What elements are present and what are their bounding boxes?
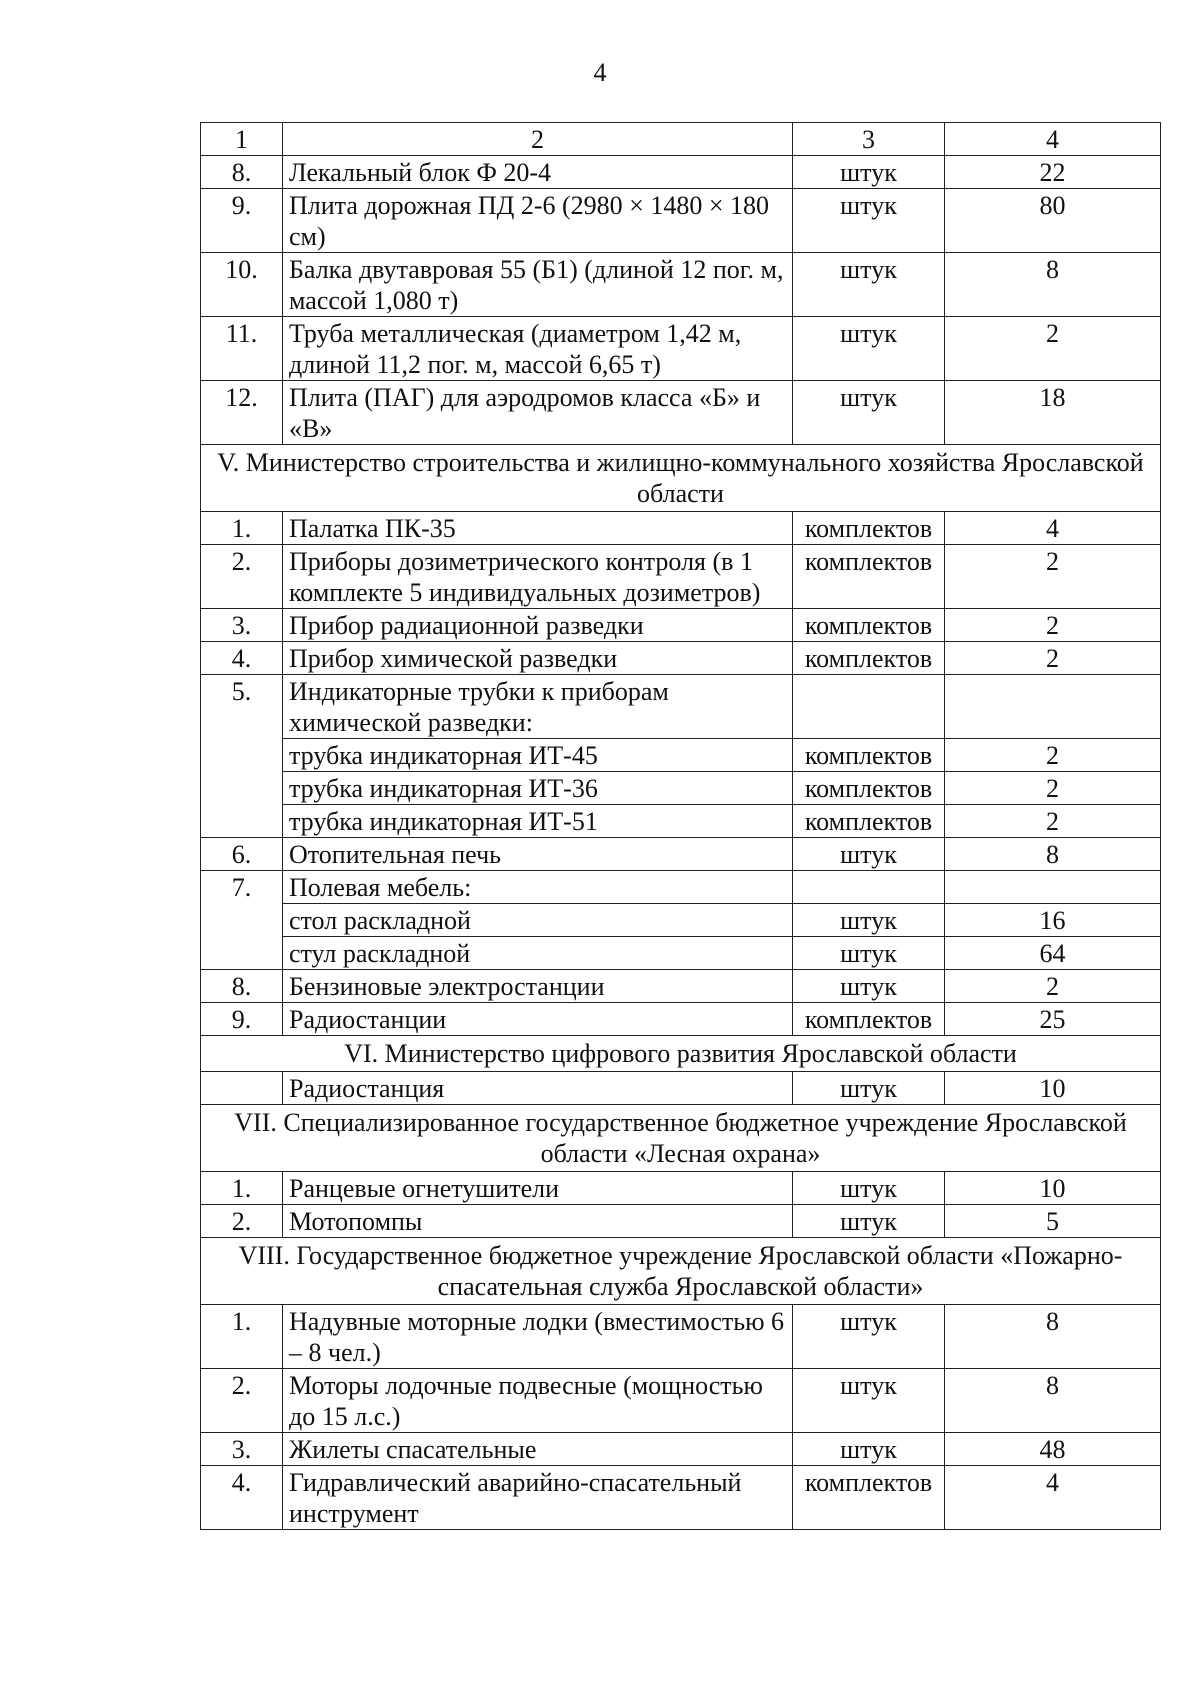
item-number: 4. [201,1466,283,1530]
item-name: Индикаторные трубки к приборам химической разведки: [283,675,793,739]
table-row [201,838,1161,871]
section-title: V. Министерство строительства и жилищно-коммунального хозяйства Ярославской области [201,445,1161,512]
item-number: 7. [201,871,283,970]
subitem-unit: комплектов [793,805,945,838]
item-number: 8. [201,156,283,189]
table-row [201,1205,1161,1238]
item-number: 2. [201,545,283,609]
table-row [201,1072,1161,1105]
item-quantity: 2 [945,642,1161,675]
table-subrow [201,772,1161,805]
item-quantity: 10 [945,1072,1161,1105]
item-number: 4. [201,642,283,675]
item-name: Плита дорожная ПД 2-6 (2980 × 1480 × 180 см) [283,189,793,253]
item-quantity: 10 [945,1172,1161,1205]
item-name: Мотопомпы [283,1205,793,1238]
item-name: Полевая мебель: [283,871,793,904]
item-name: Палатка ПК-35 [283,512,793,545]
item-name: Моторы лодочные подвесные (мощностью до 15 л.с.) [283,1369,793,1433]
item-number: 9. [201,189,283,253]
item-name: Прибор химической разведки [283,642,793,675]
item-unit: комплектов [793,545,945,609]
item-quantity: 25 [945,1003,1161,1036]
item-quantity: 2 [945,317,1161,381]
item-name: Отопительная печь [283,838,793,871]
item-quantity [945,871,1161,904]
item-name: Ранцевые огнетушители [283,1172,793,1205]
subitem-quantity: 2 [945,805,1161,838]
table-row [201,1172,1161,1205]
subitem-name: трубка индикаторная ИТ-36 [283,772,793,805]
item-number: 1. [201,1305,283,1369]
subitem-name: стол раскладной [283,904,793,937]
item-quantity: 18 [945,381,1161,445]
item-unit [793,871,945,904]
item-quantity: 4 [945,512,1161,545]
item-name: Радиостанции [283,1003,793,1036]
table-row [201,253,1161,317]
item-unit: комплектов [793,1466,945,1530]
item-name: Гидравлический аварийно-спасательный инструмент [283,1466,793,1530]
item-quantity: 2 [945,609,1161,642]
item-unit: комплектов [793,609,945,642]
subitem-unit: комплектов [793,739,945,772]
item-quantity: 8 [945,1369,1161,1433]
item-number: 11. [201,317,283,381]
table-subrow [201,739,1161,772]
section-row [201,1105,1161,1172]
item-name: Прибор радиационной разведки [283,609,793,642]
subitem-unit: комплектов [793,772,945,805]
item-name: Радиостанция [283,1072,793,1105]
subitem-quantity: 2 [945,739,1161,772]
table-row [201,156,1161,189]
section-row [201,445,1161,512]
table-row [201,381,1161,445]
item-unit: штук [793,838,945,871]
subitem-unit: штук [793,904,945,937]
item-number: 3. [201,1433,283,1466]
item-quantity: 5 [945,1205,1161,1238]
item-quantity: 22 [945,156,1161,189]
table-row [201,871,1161,904]
item-unit: штук [793,156,945,189]
item-unit: штук [793,381,945,445]
subitem-name: трубка индикаторная ИТ-45 [283,739,793,772]
item-quantity [945,675,1161,739]
subitem-quantity: 16 [945,904,1161,937]
item-unit: штук [793,970,945,1003]
section-title: VIII. Государственное бюджетное учреждение Ярославской области «Пожарно-спасательная служба Ярославской области» [201,1238,1161,1305]
table-row [201,1003,1161,1036]
item-name: Бензиновые электростанции [283,970,793,1003]
table-row [201,1305,1161,1369]
item-unit: комплектов [793,642,945,675]
table-subrow [201,904,1161,937]
table-row [201,512,1161,545]
item-number: 12. [201,381,283,445]
item-quantity: 4 [945,1466,1161,1530]
item-number: 2. [201,1369,283,1433]
table-row [201,609,1161,642]
column-header: 1 [201,123,283,156]
item-name: Плита (ПАГ) для аэродромов класса «Б» и «В» [283,381,793,445]
item-unit: штук [793,1369,945,1433]
table-subrow [201,805,1161,838]
equipment-table [200,122,1161,1530]
table-row [201,675,1161,739]
subitem-quantity: 2 [945,772,1161,805]
section-row [201,1036,1161,1072]
item-number [201,1072,283,1105]
item-number: 6. [201,838,283,871]
table-row [201,1433,1161,1466]
item-name: Жилеты спасательные [283,1433,793,1466]
table-header-row [201,123,1161,156]
column-header: 2 [283,123,793,156]
item-quantity: 2 [945,545,1161,609]
item-unit: штук [793,1305,945,1369]
subitem-unit: штук [793,937,945,970]
subitem-name: трубка индикаторная ИТ-51 [283,805,793,838]
item-name: Труба металлическая (диаметром 1,42 м, длиной 11,2 пог. м, массой 6,65 т) [283,317,793,381]
item-unit: комплектов [793,512,945,545]
section-title: VI. Министерство цифрового развития Ярославской области [201,1036,1161,1072]
item-unit: штук [793,1433,945,1466]
item-unit: штук [793,1172,945,1205]
item-unit [793,675,945,739]
table-subrow [201,937,1161,970]
item-quantity: 80 [945,189,1161,253]
item-number: 1. [201,512,283,545]
item-unit: штук [793,317,945,381]
item-number: 1. [201,1172,283,1205]
item-number: 2. [201,1205,283,1238]
table-row [201,642,1161,675]
subitem-name: стул раскладной [283,937,793,970]
item-quantity: 8 [945,838,1161,871]
item-number: 9. [201,1003,283,1036]
item-unit: штук [793,1205,945,1238]
item-name: Балка двутавровая 55 (Б1) (длиной 12 пог. м, массой 1,080 т) [283,253,793,317]
item-number: 3. [201,609,283,642]
item-unit: штук [793,189,945,253]
item-quantity: 2 [945,970,1161,1003]
column-header: 4 [945,123,1161,156]
item-quantity: 48 [945,1433,1161,1466]
table-row [201,189,1161,253]
item-unit: комплектов [793,1003,945,1036]
item-quantity: 8 [945,1305,1161,1369]
section-title: VII. Специализированное государственное бюджетное учреждение Ярославской области «Лесная охрана» [201,1105,1161,1172]
table-row [201,970,1161,1003]
table-row [201,545,1161,609]
item-unit: штук [793,253,945,317]
item-number: 5. [201,675,283,838]
table-row [201,317,1161,381]
item-name: Надувные моторные лодки (вместимостью 6 – 8 чел.) [283,1305,793,1369]
subitem-quantity: 64 [945,937,1161,970]
item-unit: штук [793,1072,945,1105]
table-row [201,1369,1161,1433]
section-row [201,1238,1161,1305]
table-row [201,1466,1161,1530]
item-quantity: 8 [945,253,1161,317]
column-header: 3 [793,123,945,156]
item-name: Лекальный блок Ф 20-4 [283,156,793,189]
item-name: Приборы дозиметрического контроля (в 1 комплекте 5 индивидуальных дозиметров) [283,545,793,609]
page-number: 4 [593,58,607,87]
item-number: 8. [201,970,283,1003]
item-number: 10. [201,253,283,317]
